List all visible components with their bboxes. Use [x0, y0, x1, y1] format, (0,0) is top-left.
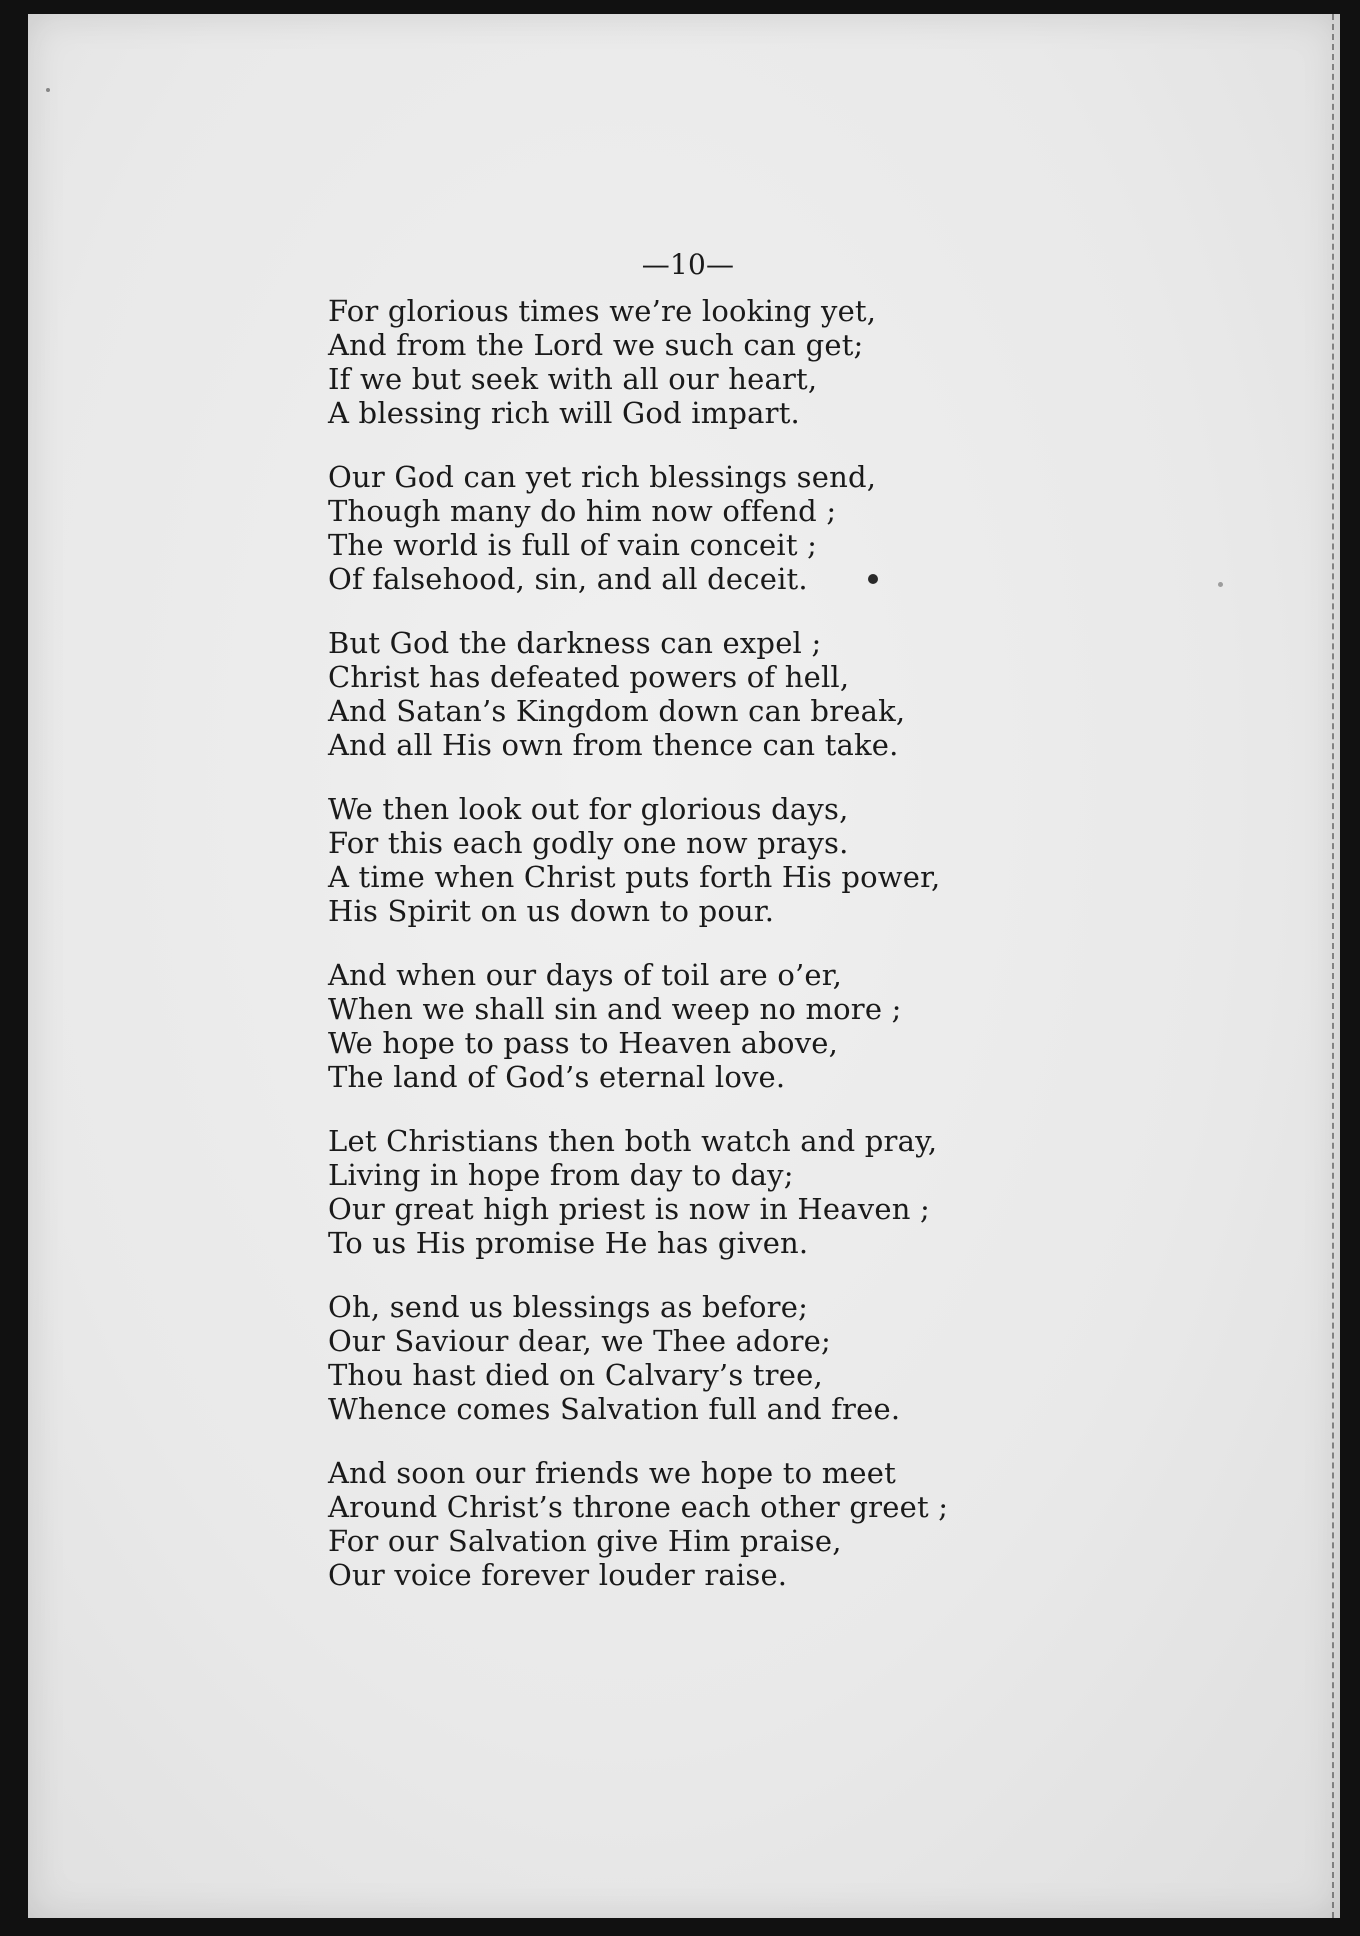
- verse-line: Though many do him now offend ;: [328, 494, 837, 528]
- stanza: [328, 792, 1088, 928]
- verse-line: And from the Lord we such can get;: [328, 328, 864, 362]
- verse-line: When we shall sin and weep no more ;: [328, 992, 902, 1026]
- verse-line: The land of God’s eternal love.: [328, 1060, 786, 1094]
- verse-line: A time when Christ puts forth His power,: [328, 860, 941, 894]
- stanza: [328, 1290, 1088, 1426]
- verse-line: Around Christ’s throne each other greet ;: [328, 1490, 949, 1524]
- verse-line: Let Christians then both watch and pray,: [328, 1124, 938, 1158]
- verse-line: We hope to pass to Heaven above,: [328, 1026, 839, 1060]
- verse-line: Living in hope from day to day;: [328, 1158, 794, 1192]
- stanza: [328, 1456, 1088, 1592]
- stanza: [328, 460, 1088, 596]
- verse-line: For this each godly one now prays.: [328, 826, 849, 860]
- verse-line: And Satan’s Kingdom down can break,: [328, 694, 906, 728]
- verse-line: Our Saviour dear, we Thee adore;: [328, 1324, 831, 1358]
- verse-line: For glorious times we’re looking yet,: [328, 294, 877, 328]
- poem-text: [328, 248, 1088, 1622]
- verse-line: For our Salvation give Him praise,: [328, 1524, 842, 1558]
- verse-line: A blessing rich will God impart.: [328, 396, 800, 430]
- verse-line: Thou hast died on Calvary’s tree,: [328, 1358, 823, 1392]
- page-number: —10—: [641, 248, 735, 281]
- verse-line: The world is full of vain conceit ;: [328, 528, 818, 562]
- ink-speck: [46, 88, 50, 92]
- verse-line: And all His own from thence can take.: [328, 728, 899, 762]
- verse-line: Our God can yet rich blessings send,: [328, 460, 877, 494]
- verse-line: And when our days of toil are o’er,: [328, 958, 843, 992]
- verse-line: To us His promise He has given.: [328, 1226, 809, 1260]
- verse-line: We then look out for glorious days,: [328, 792, 849, 826]
- verse-line: But God the darkness can expel ;: [328, 626, 822, 660]
- stanza-list: [328, 294, 1088, 1592]
- verse-line: His Spirit on us down to pour.: [328, 894, 775, 928]
- page-edge: [1332, 14, 1340, 1918]
- verse-line: Oh, send us blessings as before;: [328, 1290, 809, 1324]
- verse-line: Our voice forever louder raise.: [328, 1558, 788, 1592]
- verse-line: If we but seek with all our heart,: [328, 362, 818, 396]
- stanza: [328, 1124, 1088, 1260]
- stanza: [328, 958, 1088, 1094]
- verse-line: Christ has defeated powers of hell,: [328, 660, 850, 694]
- verse-line: And soon our friends we hope to meet: [328, 1456, 896, 1490]
- verse-line: Our great high priest is now in Heaven ;: [328, 1192, 930, 1226]
- stanza: [328, 294, 1088, 430]
- ink-speck: [1218, 582, 1223, 587]
- stanza: [328, 626, 1088, 762]
- verse-line: Whence comes Salvation full and free.: [328, 1392, 901, 1426]
- verse-line: Of falsehood, sin, and all deceit.: [328, 562, 808, 596]
